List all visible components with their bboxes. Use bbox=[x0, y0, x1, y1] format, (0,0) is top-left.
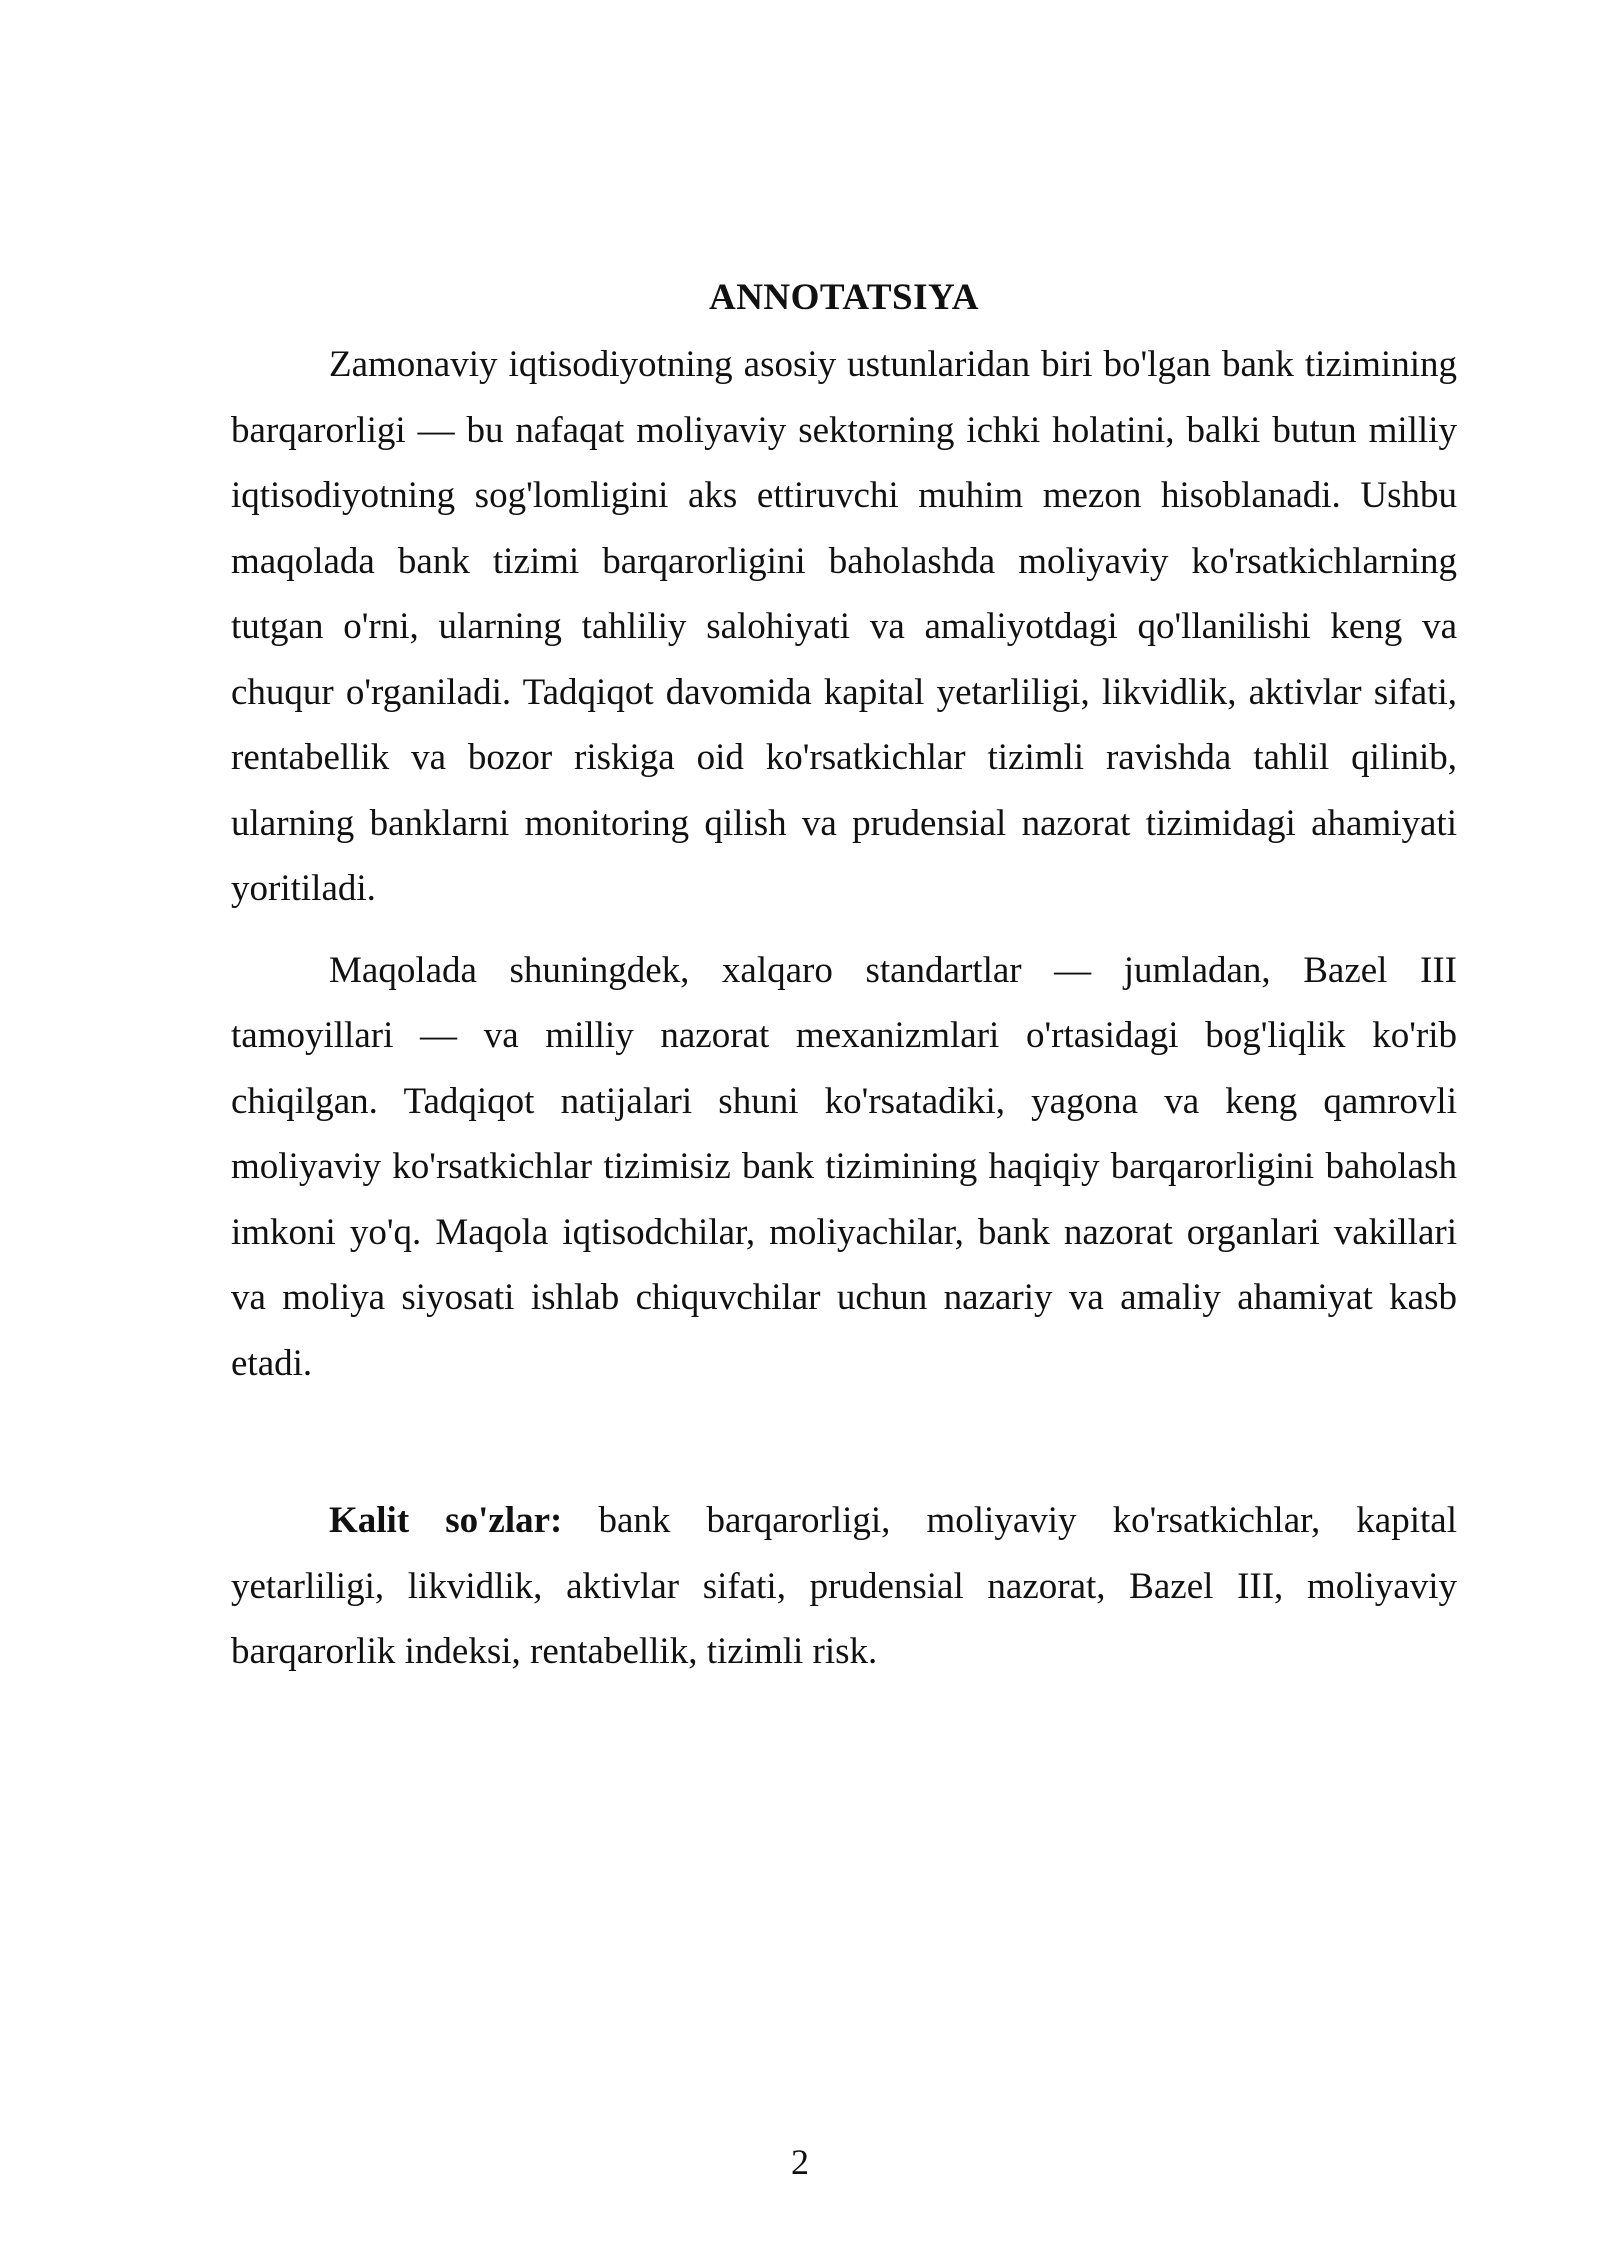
page-number: 2 bbox=[791, 2142, 809, 2182]
keywords-label: Kalit so'zlar: bbox=[329, 1500, 563, 1541]
abstract-paragraph-2: Maqolada shuningdek, xalqaro standartlar — jumladan, Bazel III tamoyillari — va milliy nazorat mexanizmlari o'rtasidagi bog'liqlik ko'rib chiqilgan. Tadqiqot natijalari shuni ko'rsatadiki, yagona va keng qamrovli moliyaviy ko'rsatkichlar tizimisiz bank tizimining haqiqiy barqarorligini baholash imkoni yo'q. Maqola iqtisodchilar, moliyachilar, bank nazorat organlari vakillari va moliya siyosati ishlab chiquvchilar uchun nazariy va amaliy ahamiyat kasb etadi. bbox=[231, 949, 1457, 1384]
page-title: ANNOTATSIYA bbox=[708, 277, 980, 318]
keywords-text: bank barqarorligi, moliyaviy ko'rsatkichlar, kapital yetarliligi, likvidlik, aktivlar sifati, prudensial nazorat, Bazel III, moliyaviy barqarorlik indeksi, rentabellik, tizimli risk. bbox=[231, 1500, 1457, 1672]
page-content bbox=[231, 270, 1457, 1685]
keywords-paragraph bbox=[231, 1488, 1457, 1685]
abstract-paragraph-1: Zamonaviy iqtisodiyotning asosiy ustunlaridan biri bo'lgan bank tizimining barqarorligi — bu nafaqat moliyaviy sektorning ichki holatini, balki butun milliy iqtisodiyotning sog'lomligini aks ettiruvchi muhim mezon hisoblanadi. Ushbu maqolada bank tizimi barqarorligini baholashda moliyaviy ko'rsatkichlarning tutgan o'rni, ularning tahliliy salohiyati va amaliyotdagi qo'llanilishi keng va chuqur o'rganiladi. Tadqiqot davomida kapital yetarliligi, likvidlik, aktivlar sifati, rentabellik va bozor riskiga oid ko'rsatkichlar tizimli ravishda tahlil qilinib, ularning banklarni monitoring qilish va prudensial nazorat tizimidagi ahamiyati yoritiladi. bbox=[231, 344, 1457, 909]
